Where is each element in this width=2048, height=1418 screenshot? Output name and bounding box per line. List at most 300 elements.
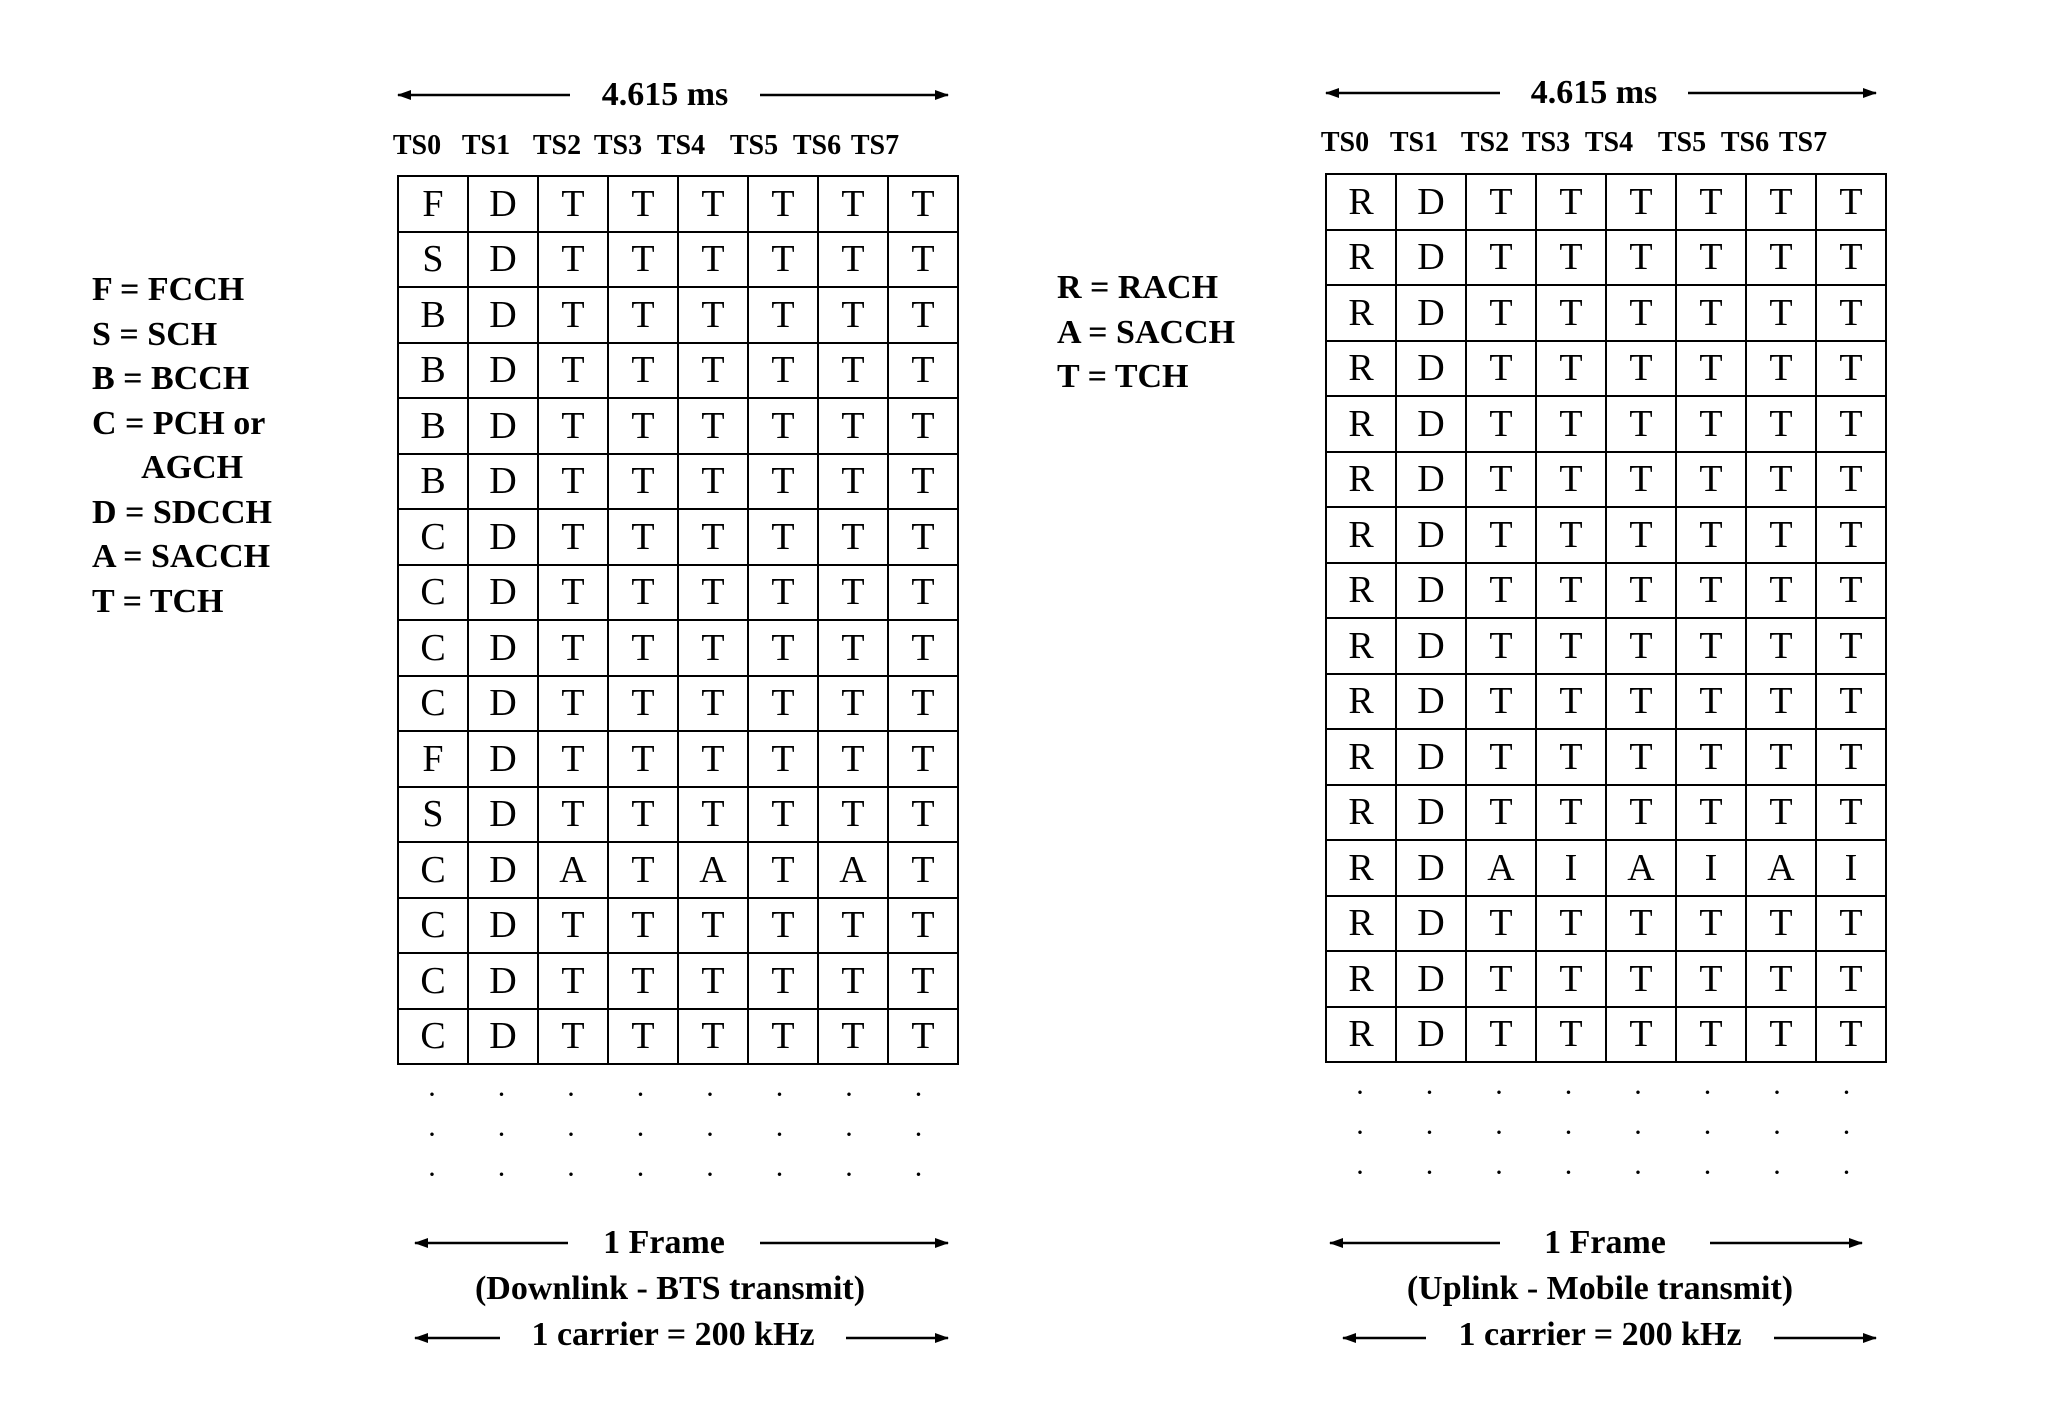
timeslot-cell: T [678,953,748,1009]
timeslot-cell: T [748,343,818,399]
timeslot-cell: D [468,176,538,232]
timeslot-cell: T [1816,674,1886,730]
timeslot-cell: T [538,287,608,343]
timeslot-cell: T [678,898,748,954]
timeslot-cell: T [1536,1007,1606,1063]
uplink-carrier-label: 1 carrier = 200 kHz [1458,1316,1742,1353]
frame-row [398,565,958,621]
timeslot-cell: T [1536,285,1606,341]
timeslot-cell: T [748,287,818,343]
frame-row [398,398,958,454]
timeslot-cell: T [1746,341,1816,397]
timeslot-cell: T [1746,674,1816,730]
timeslot-cell: T [1606,618,1676,674]
timeslot-cell: D [1396,452,1466,508]
timeslot-cell: T [1536,618,1606,674]
timeslot-cell: T [608,953,678,1009]
timeslot-cell: D [1396,840,1466,896]
uplink-period-label: 4.615 ms [1530,74,1658,111]
timeslot-cell: T [818,343,888,399]
legend-entry: AGCH [92,449,244,486]
timeslot-cell: T [818,676,888,732]
timeslot-cell: T [1746,563,1816,619]
frame-row [1326,452,1886,508]
timeslot-cell: T [1746,285,1816,341]
timeslot-cell: B [398,287,468,343]
timeslot-cell: B [398,398,468,454]
timeslot-cell: S [398,787,468,843]
frame-row [1326,729,1886,785]
timeslot-cell: T [678,232,748,288]
timeslot-cell: D [1396,230,1466,286]
timeslot-cell: T [1466,507,1536,563]
timeslot-cell: T [1816,285,1886,341]
timeslot-cell: D [1396,507,1466,563]
timeslot-cell: T [748,842,818,898]
timeslot-cell: T [538,787,608,843]
timeslot-header: TS5 [729,130,779,161]
timeslot-cell: T [608,842,678,898]
timeslot-cell: T [748,232,818,288]
timeslot-cell: D [1396,1007,1466,1063]
timeslot-cell: T [538,565,608,621]
timeslot-cell: T [678,787,748,843]
timeslot-cell: R [1326,507,1396,563]
timeslot-cell: B [398,454,468,510]
timeslot-cell: D [468,565,538,621]
timeslot-cell: T [1536,230,1606,286]
timeslot-cell: T [1816,951,1886,1007]
timeslot-cell: T [538,343,608,399]
timeslot-cell: T [748,1009,818,1065]
timeslot-cell: T [888,565,958,621]
timeslot-cell: T [1466,785,1536,841]
timeslot-cell: C [398,620,468,676]
legend-entry: A = SACCH [1057,313,1236,351]
timeslot-cell: D [468,1009,538,1065]
continuation-dot-column: · · · [427,1078,437,1191]
timeslot-cell: C [398,509,468,565]
timeslot-header: TS3 [1521,127,1571,158]
timeslot-cell: T [888,287,958,343]
timeslot-header: TS4 [656,130,706,161]
continuation-dot-column: · · · [1563,1076,1574,1189]
legend-entry: C = PCH or [92,404,266,442]
timeslot-header: TS5 [1657,127,1707,158]
timeslot-cell: T [818,953,888,1009]
timeslot-cell: T [888,343,958,399]
timeslot-cell: T [1676,618,1746,674]
continuation-dot-column: · · · [1424,1076,1435,1189]
timeslot-cell: C [398,676,468,732]
timeslot-cell: T [1816,618,1886,674]
timeslot-cell: D [468,842,538,898]
timeslot-cell: T [608,232,678,288]
timeslot-cell: T [748,565,818,621]
timeslot-cell: T [1816,507,1886,563]
timeslot-cell: T [1746,1007,1816,1063]
timeslot-cell: T [1466,341,1536,397]
timeslot-cell: T [1536,396,1606,452]
frame-row [1326,507,1886,563]
timeslot-cell: A [1746,840,1816,896]
timeslot-cell: R [1326,951,1396,1007]
timeslot-cell: T [1746,951,1816,1007]
timeslot-cell: T [1606,896,1676,952]
timeslot-cell: T [1536,341,1606,397]
timeslot-cell: T [1606,563,1676,619]
downlink-frame-grid [397,175,959,1065]
timeslot-cell: T [1746,618,1816,674]
timeslot-cell: T [888,842,958,898]
timeslot-cell: D [468,676,538,732]
timeslot-cell: T [1466,285,1536,341]
timeslot-cell: T [678,343,748,399]
frame-row [398,731,958,787]
timeslot-cell: T [1606,285,1676,341]
continuation-dot-column: · · · [635,1078,646,1191]
timeslot-cell: T [888,731,958,787]
downlink-carrier-label: 1 carrier = 200 kHz [531,1316,815,1353]
timeslot-cell: T [1676,674,1746,730]
uplink-direction-label: (Uplink - Mobile transmit) [1406,1270,1794,1307]
frame-row [1326,396,1886,452]
timeslot-cell: A [1606,840,1676,896]
timeslot-cell: D [468,454,538,510]
timeslot-cell: T [1816,785,1886,841]
continuation-dot-column: · · · [913,1078,924,1191]
timeslot-cell: T [1466,729,1536,785]
timeslot-cell: D [468,232,538,288]
timeslot-cell: T [1676,563,1746,619]
timeslot-cell: F [398,176,468,232]
timeslot-cell: T [1676,452,1746,508]
uplink-frame-grid [1325,173,1887,1063]
timeslot-cell: T [1536,563,1606,619]
timeslot-cell: T [748,620,818,676]
timeslot-cell: T [888,953,958,1009]
timeslot-cell: T [1676,896,1746,952]
frame-row [398,787,958,843]
timeslot-cell: T [748,898,818,954]
timeslot-cell: T [818,398,888,454]
timeslot-cell: R [1326,1007,1396,1063]
timeslot-cell: T [888,176,958,232]
timeslot-cell: T [608,176,678,232]
timeslot-cell: T [608,509,678,565]
timeslot-cell: T [1816,452,1886,508]
uplink-frame-label: 1 Frame [1544,1224,1666,1261]
timeslot-cell: T [678,731,748,787]
timeslot-header: TS7 [850,130,900,161]
timeslot-cell: T [748,176,818,232]
timeslot-cell: T [1676,396,1746,452]
timeslot-cell: C [398,565,468,621]
timeslot-cell: T [748,398,818,454]
legend-entry: S = SCH [92,315,218,353]
timeslot-cell: T [1676,951,1746,1007]
timeslot-cell: D [1396,341,1466,397]
timeslot-cell: R [1326,341,1396,397]
timeslot-cell: T [1466,174,1536,230]
frame-row [398,898,958,954]
timeslot-cell: D [468,953,538,1009]
timeslot-cell: T [888,398,958,454]
timeslot-cell: D [1396,396,1466,452]
timeslot-header: TS6 [1720,127,1770,158]
continuation-dot-column: · · · [1355,1076,1365,1189]
timeslot-header: TS1 [461,130,511,161]
timeslot-cell: T [1816,896,1886,952]
timeslot-cell: A [538,842,608,898]
timeslot-header: TS1 [1389,127,1439,158]
frame-row [398,1009,958,1065]
timeslot-cell: D [468,398,538,454]
frame-row [1326,341,1886,397]
legend-entry: T = TCH [92,582,224,620]
timeslot-cell: R [1326,285,1396,341]
timeslot-cell: T [1536,951,1606,1007]
timeslot-header: TS3 [593,130,643,161]
timeslot-cell: T [608,343,678,399]
timeslot-cell: T [1676,1007,1746,1063]
timeslot-cell: T [1466,396,1536,452]
timeslot-cell: T [888,620,958,676]
timeslot-cell: T [1676,230,1746,286]
timeslot-cell: T [818,898,888,954]
timeslot-cell: T [608,731,678,787]
timeslot-header: TS2 [1460,127,1510,158]
timeslot-cell: T [818,787,888,843]
continuation-dot-column: · · · [1494,1076,1504,1189]
timeslot-cell: D [1396,729,1466,785]
timeslot-cell: T [1746,729,1816,785]
timeslot-cell: T [1466,452,1536,508]
frame-row [1326,563,1886,619]
continuation-dot-column: · · · [705,1078,715,1191]
timeslot-cell: T [1816,563,1886,619]
timeslot-cell: T [1746,174,1816,230]
timeslot-cell: T [1536,785,1606,841]
timeslot-cell: T [1466,896,1536,952]
frame-row [398,232,958,288]
timeslot-cell: R [1326,563,1396,619]
timeslot-cell: T [1466,563,1536,619]
timeslot-cell: T [1606,396,1676,452]
frame-row [398,509,958,565]
timeslot-cell: D [1396,785,1466,841]
timeslot-cell: T [1466,674,1536,730]
timeslot-cell: T [1606,341,1676,397]
timeslot-cell: D [1396,174,1466,230]
timeslot-cell: T [538,953,608,1009]
frame-row [398,842,958,898]
timeslot-cell: D [1396,674,1466,730]
timeslot-cell: T [678,176,748,232]
timeslot-cell: T [538,509,608,565]
timeslot-cell: D [1396,951,1466,1007]
timeslot-cell: T [538,176,608,232]
timeslot-cell: R [1326,452,1396,508]
timeslot-header: TS0 [1320,127,1370,158]
timeslot-cell: T [1746,230,1816,286]
timeslot-cell: R [1326,674,1396,730]
timeslot-cell: T [748,787,818,843]
frame-row [1326,674,1886,730]
timeslot-cell: T [1676,341,1746,397]
timeslot-cell: T [1606,230,1676,286]
timeslot-cell: C [398,898,468,954]
timeslot-cell: C [398,842,468,898]
timeslot-cell: T [538,454,608,510]
timeslot-cell: T [1466,230,1536,286]
timeslot-cell: T [1606,674,1676,730]
timeslot-cell: T [678,565,748,621]
timeslot-cell: T [1676,507,1746,563]
timeslot-cell: T [888,509,958,565]
timeslot-cell: T [538,676,608,732]
continuation-dot-column: · · · [844,1078,854,1191]
timeslot-cell: D [1396,618,1466,674]
timeslot-cell: A [678,842,748,898]
timeslot-cell: T [1816,174,1886,230]
timeslot-cell: I [1816,840,1886,896]
timeslot-cell: T [1606,729,1676,785]
timeslot-cell: T [1816,230,1886,286]
timeslot-cell: T [1536,896,1606,952]
frame-row [398,176,958,232]
timeslot-cell: T [678,398,748,454]
frame-row [1326,840,1886,896]
legend-entry: R = RACH [1057,269,1219,306]
timeslot-cell: R [1326,174,1396,230]
timeslot-cell: T [888,676,958,732]
timeslot-cell: T [888,787,958,843]
timeslot-cell: T [1536,452,1606,508]
timeslot-cell: T [818,454,888,510]
frame-row [1326,896,1886,952]
timeslot-cell: T [1606,1007,1676,1063]
timeslot-cell: T [818,731,888,787]
continuation-dot-column: · · · [496,1078,507,1191]
timeslot-cell: T [1746,896,1816,952]
timeslot-cell: T [1466,618,1536,674]
timeslot-cell: T [818,1009,888,1065]
timeslot-cell: T [1606,785,1676,841]
frame-row [398,676,958,732]
timeslot-cell: T [818,509,888,565]
timeslot-cell: T [818,176,888,232]
timeslot-cell: D [468,509,538,565]
timeslot-cell: T [818,620,888,676]
timeslot-cell: T [748,953,818,1009]
timeslot-cell: T [608,787,678,843]
legend-entry: D = SDCCH [92,493,272,531]
timeslot-header: TS7 [1778,127,1828,158]
timeslot-cell: R [1326,618,1396,674]
frame-row [1326,285,1886,341]
legend-entry: B = BCCH [92,360,250,397]
legend-entry: A = SACCH [92,538,271,575]
timeslot-cell: T [678,676,748,732]
timeslot-cell: T [608,565,678,621]
frame-row [1326,174,1886,230]
timeslot-cell: T [818,287,888,343]
timeslot-cell: T [678,1009,748,1065]
timeslot-cell: R [1326,396,1396,452]
timeslot-cell: T [538,232,608,288]
timeslot-cell: T [1746,507,1816,563]
timeslot-cell: D [468,620,538,676]
frame-row [398,620,958,676]
timeslot-cell: T [1816,396,1886,452]
timeslot-cell: T [1466,951,1536,1007]
timeslot-cell: T [1536,507,1606,563]
timeslot-cell: T [538,898,608,954]
frame-row [398,287,958,343]
downlink-frame-label: 1 Frame [603,1224,725,1261]
timeslot-cell: I [1536,840,1606,896]
timeslot-cell: T [888,454,958,510]
timeslot-cell: T [1606,452,1676,508]
timeslot-cell: A [818,842,888,898]
timeslot-cell: T [1676,285,1746,341]
frame-row [1326,785,1886,841]
timeslot-cell: D [1396,285,1466,341]
timeslot-cell: S [398,232,468,288]
frame-row [1326,618,1886,674]
timeslot-cell: D [468,287,538,343]
timeslot-cell: T [1816,1007,1886,1063]
continuation-dot-column: · · · [1702,1076,1713,1189]
timeslot-cell: T [608,287,678,343]
timeslot-cell: T [748,731,818,787]
frame-row [1326,951,1886,1007]
timeslot-cell: T [1536,674,1606,730]
timeslot-cell: T [1746,396,1816,452]
timeslot-cell: D [468,343,538,399]
timeslot-cell: T [748,509,818,565]
frame-row [1326,1007,1886,1063]
continuation-dot-column: · · · [774,1078,785,1191]
timeslot-header: TS0 [392,130,442,161]
timeslot-cell: T [1606,174,1676,230]
timeslot-cell: T [1816,729,1886,785]
timeslot-cell: R [1326,840,1396,896]
timeslot-cell: T [608,1009,678,1065]
timeslot-cell: C [398,953,468,1009]
timeslot-cell: T [1746,785,1816,841]
timeslot-cell: T [1536,729,1606,785]
legend-entry: T = TCH [1057,358,1189,395]
continuation-dot-column: · · · [1633,1076,1643,1189]
timeslot-cell: D [1396,896,1466,952]
timeslot-cell: R [1326,896,1396,952]
timeslot-cell: T [678,287,748,343]
timeslot-cell: T [818,232,888,288]
downlink-period-label: 4.615 ms [601,76,729,113]
timeslot-cell: T [1676,729,1746,785]
frame-row [398,343,958,399]
continuation-dot-column: · · · [1772,1076,1782,1189]
timeslot-cell: F [398,731,468,787]
timeslot-cell: R [1326,785,1396,841]
legend-entry: F = FCCH [92,271,245,308]
timeslot-cell: A [1466,840,1536,896]
timeslot-cell: T [608,454,678,510]
timeslot-cell: T [888,1009,958,1065]
timeslot-cell: T [748,454,818,510]
